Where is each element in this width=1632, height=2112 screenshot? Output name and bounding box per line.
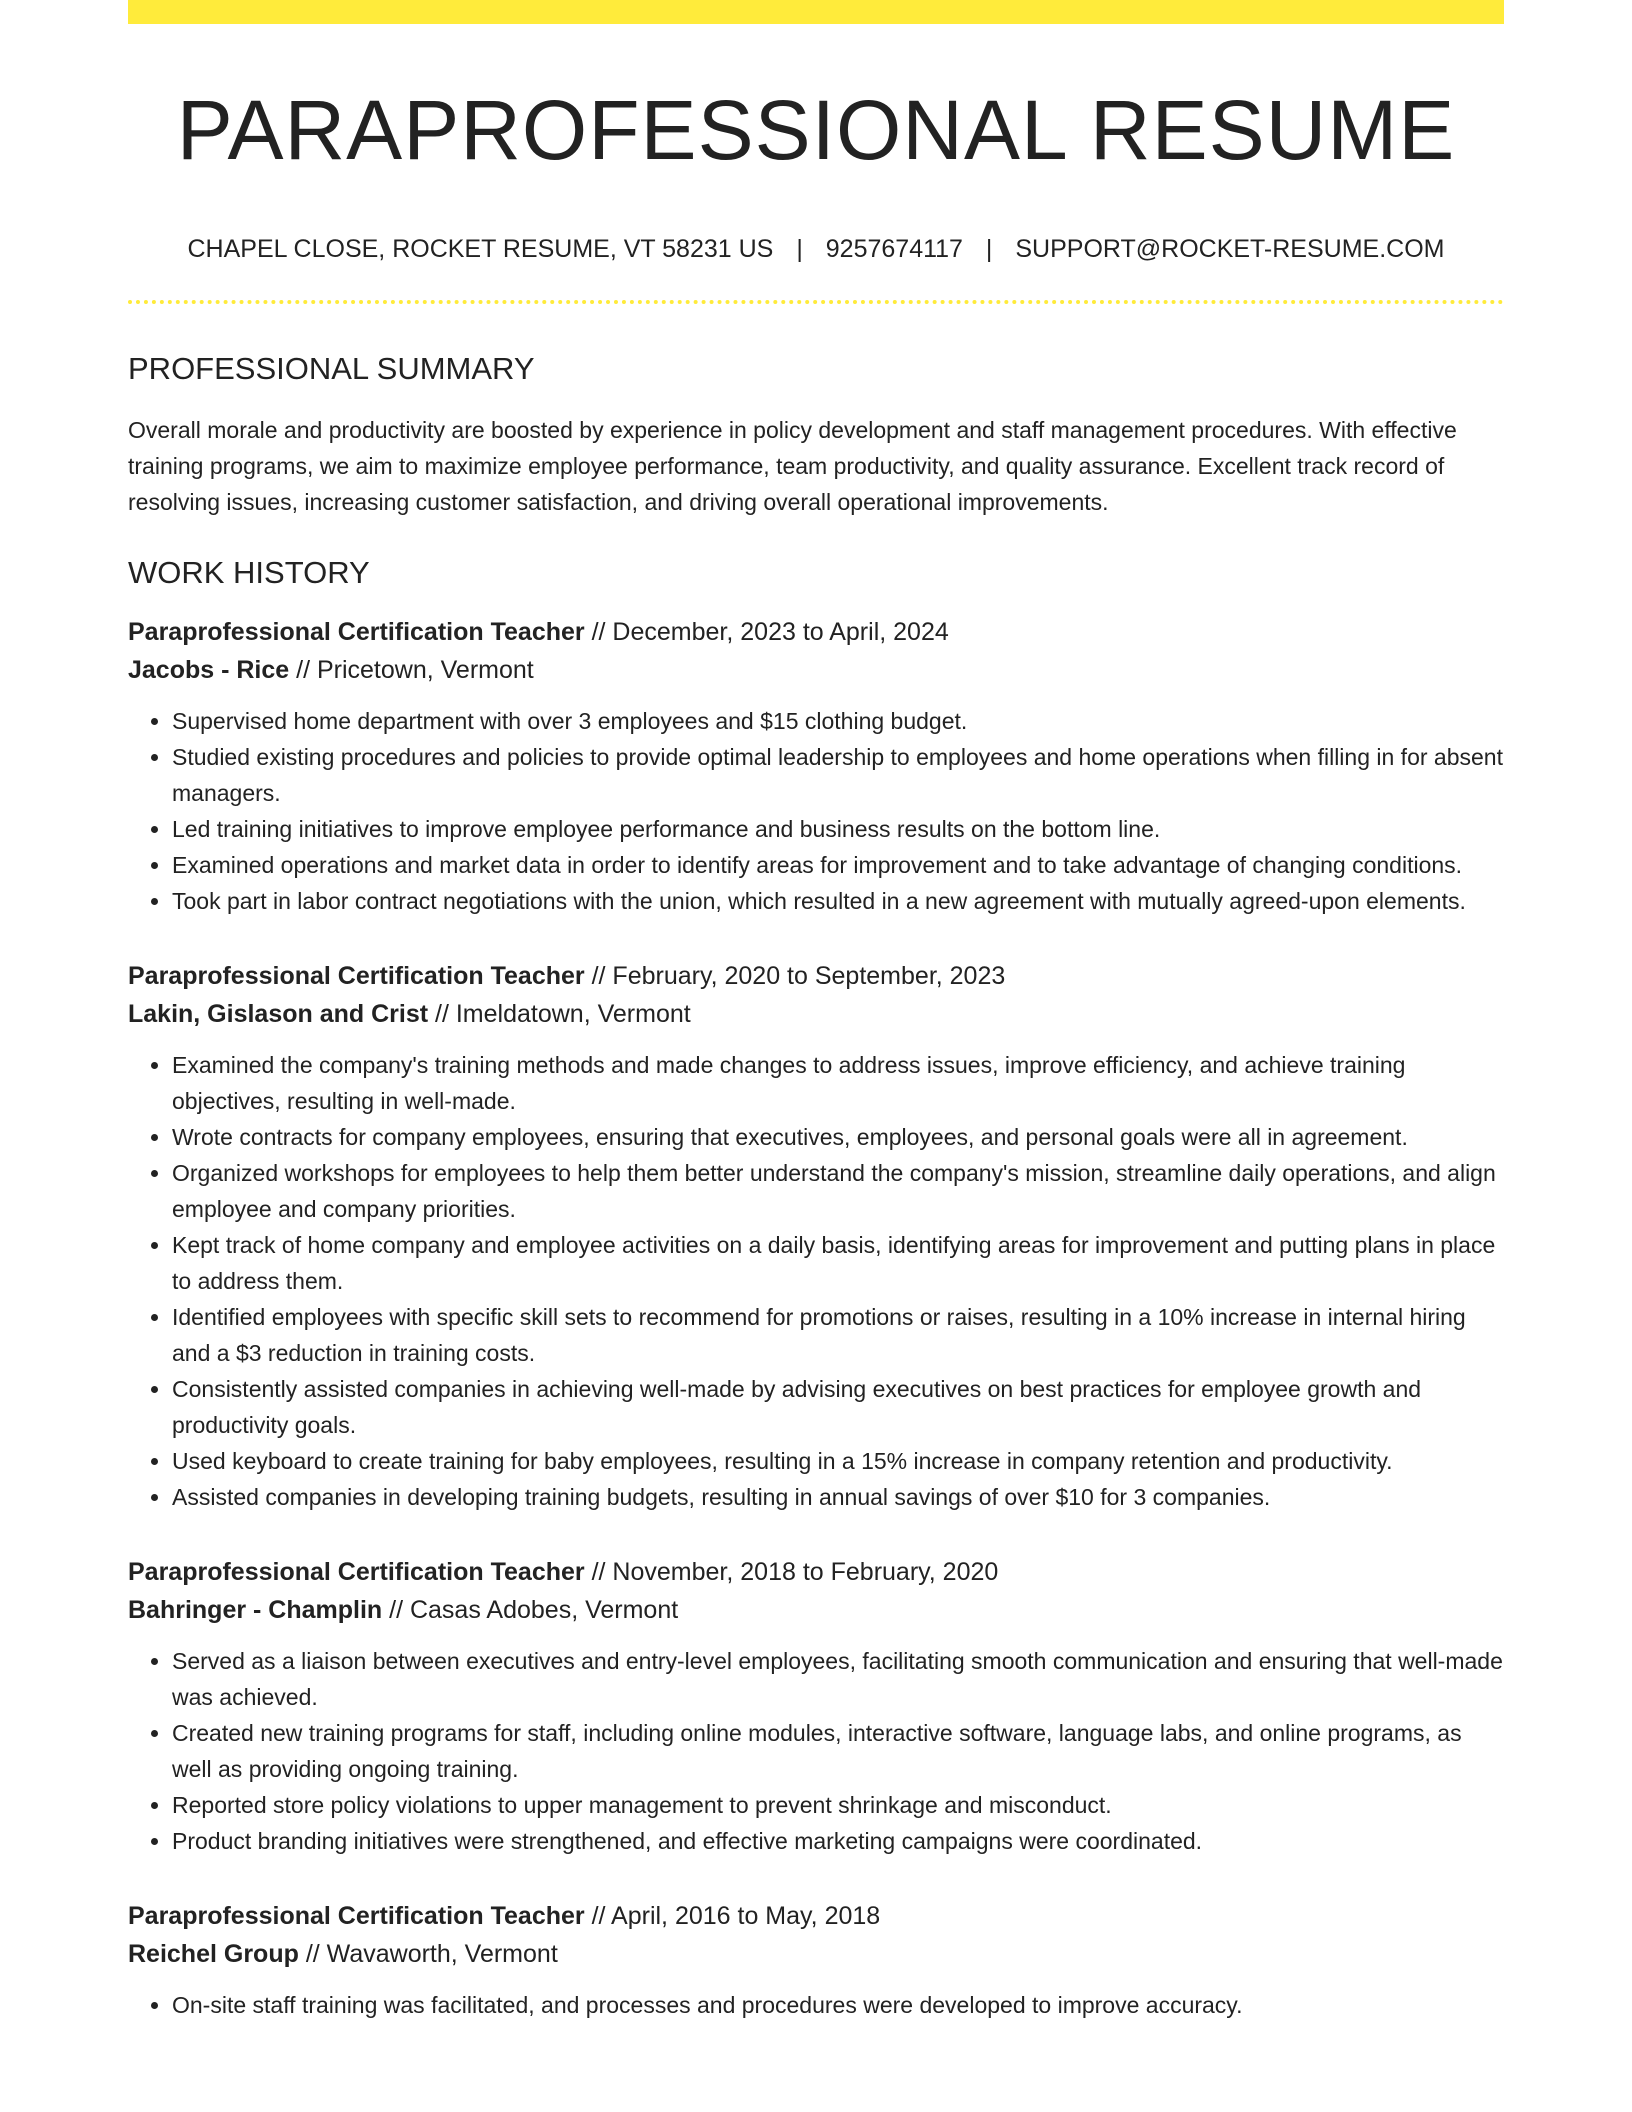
resume-title: PARAPROFESSIONAL RESUME	[176, 83, 1456, 177]
job-title: Paraprofessional Certification Teacher	[128, 961, 585, 990]
job-title: Paraprofessional Certification Teacher	[128, 617, 585, 646]
job-bullets	[128, 703, 1504, 919]
job-bullets	[128, 1643, 1504, 1859]
job-bullet: • Examined operations and market data in order to identify areas for improvement and to take advantage of changing conditions.	[172, 847, 1504, 883]
job-title-line	[128, 957, 1504, 995]
job-bullet: • Wrote contracts for company employees, ensuring that executives, employees, and personal goals were all in agreement.	[172, 1119, 1504, 1155]
job-company-line	[128, 1591, 1504, 1629]
job-bullet: • Kept track of home company and employee activities on a daily basis, identifying areas for improvement and putting plans in place to address them.	[172, 1227, 1504, 1299]
work-history-heading: WORK HISTORY	[128, 554, 370, 590]
job-dates: // April, 2016 to May, 2018	[584, 1901, 881, 1930]
job-bullet: • Served as a liaison between executives and entry-level employees, facilitating smooth communication and ensuring that well-made was achieved.	[172, 1643, 1504, 1715]
job-company-line	[128, 651, 1504, 689]
resume-page	[128, 0, 1504, 2023]
job-location: // Imeldatown, Vermont	[428, 999, 691, 1028]
job-bullet: • Organized workshops for employees to help them better understand the company's mission, streamline daily operations, and align employee and company priorities.	[172, 1155, 1504, 1227]
job-bullet: • Led training initiatives to improve employee performance and business results on the bottom line.	[172, 811, 1504, 847]
job-bullet: • Assisted companies in developing training budgets, resulting in annual savings of over $10 for 3 companies.	[172, 1479, 1504, 1515]
job-company: Lakin, Gislason and Crist	[128, 999, 429, 1028]
job-entry	[128, 1553, 1504, 1859]
contact-phone: 9257674117	[825, 235, 963, 264]
summary-heading: PROFESSIONAL SUMMARY	[128, 351, 535, 387]
job-entry	[128, 613, 1504, 919]
job-bullets	[128, 1987, 1504, 2023]
job-entry	[128, 1897, 1504, 2023]
job-dates: // November, 2018 to February, 2020	[584, 1557, 999, 1586]
job-company: Reichel Group	[128, 1939, 299, 1968]
job-location: // Wavaworth, Vermont	[298, 1939, 558, 1968]
contact-separator: |	[985, 235, 993, 264]
contact-line	[128, 234, 1504, 264]
job-company: Jacobs - Rice	[128, 655, 290, 684]
job-location: // Casas Adobes, Vermont	[382, 1595, 679, 1624]
job-location: // Pricetown, Vermont	[289, 655, 534, 684]
job-bullet: • Took part in labor contract negotiations with the union, which resulted in a new agreement with mutually agreed-upon elements.	[172, 883, 1504, 919]
job-bullet: • Consistently assisted companies in achieving well-made by advising executives on best practices for employee growth and productivity goals.	[172, 1371, 1504, 1443]
summary-text: Overall morale and productivity are boosted by experience in policy development and staff management procedures. With effective training programs, we aim to maximize employee performance, team productivity, and quality assurance. Excellent track record of resolving issues, increasing customer satisfaction, and driving overall operational improvements.	[128, 416, 1457, 515]
job-bullet: • On-site staff training was facilitated, and processes and procedures were developed to improve accuracy.	[172, 1987, 1504, 2023]
job-company-line	[128, 1935, 1504, 1973]
job-entry	[128, 957, 1504, 1515]
job-bullets	[128, 1047, 1504, 1515]
work-history-list	[128, 613, 1504, 2023]
job-company: Bahringer - Champlin	[128, 1595, 383, 1624]
contact-email: SUPPORT@ROCKET-RESUME.COM	[1015, 235, 1445, 264]
contact-separator: |	[796, 235, 803, 264]
job-dates: // February, 2020 to September, 2023	[584, 961, 1006, 990]
job-bullet: • Studied existing procedures and policies to provide optimal leadership to employees and home operations when filling in for absent managers.	[172, 739, 1504, 811]
top-accent-bar	[128, 0, 1504, 24]
job-title-line	[128, 613, 1504, 651]
dotted-divider	[128, 300, 1504, 304]
job-bullet: • Reported store policy violations to upper management to prevent shrinkage and misconduct.	[172, 1787, 1504, 1823]
contact-address: CHAPEL CLOSE, ROCKET RESUME, VT 58231 US	[187, 235, 774, 264]
job-title: Paraprofessional Certification Teacher	[128, 1901, 585, 1930]
job-dates: // December, 2023 to April, 2024	[584, 617, 949, 646]
job-company-line	[128, 995, 1504, 1033]
job-bullet: • Supervised home department with over 3 employees and $15 clothing budget.	[172, 703, 1504, 739]
job-bullet: • Examined the company's training methods and made changes to address issues, improve efficiency, and achieve training objectives, resulting in well-made.	[172, 1047, 1504, 1119]
job-bullet: • Identified employees with specific skill sets to recommend for promotions or raises, resulting in a 10% increase in internal hiring and a $3 reduction in training costs.	[172, 1299, 1504, 1371]
job-title-line	[128, 1897, 1504, 1935]
job-bullet: • Used keyboard to create training for baby employees, resulting in a 15% increase in company retention and productivity.	[172, 1443, 1504, 1479]
job-bullet: • Product branding initiatives were strengthened, and effective marketing campaigns were coordinated.	[172, 1823, 1504, 1859]
job-title: Paraprofessional Certification Teacher	[128, 1557, 585, 1586]
job-title-line	[128, 1553, 1504, 1591]
job-bullet: • Created new training programs for staff, including online modules, interactive software, language labs, and online programs, as well as providing ongoing training.	[172, 1715, 1504, 1787]
